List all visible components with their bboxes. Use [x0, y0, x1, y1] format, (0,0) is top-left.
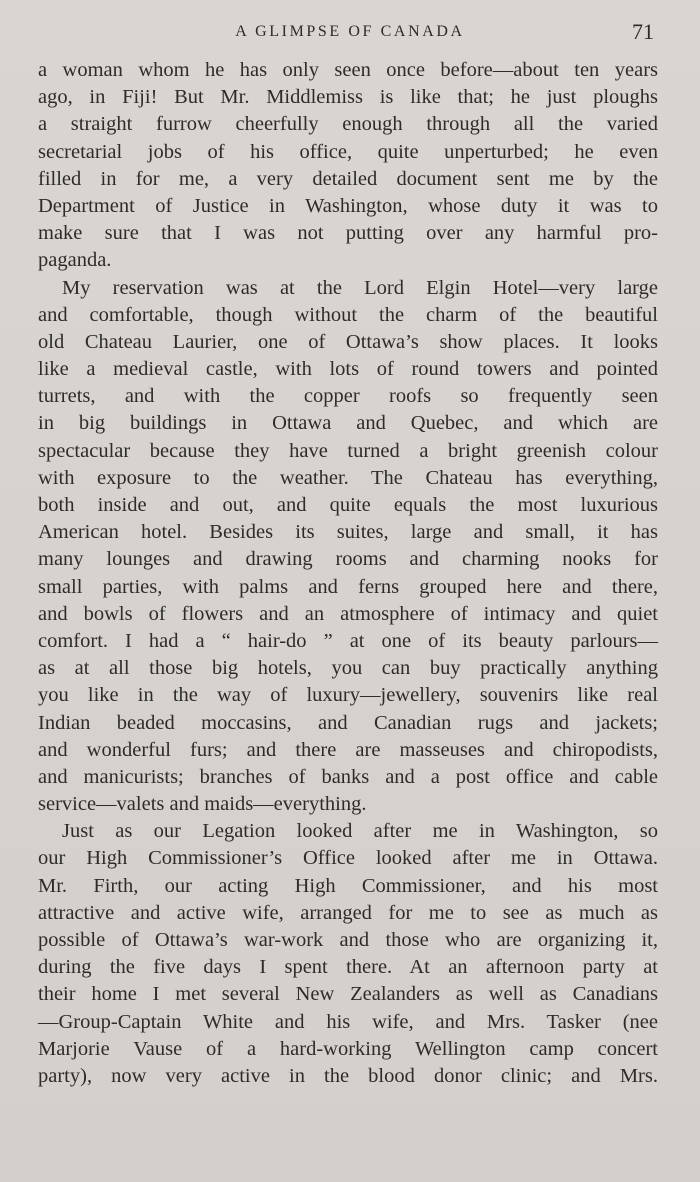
paragraph-start-line: Just as our Legation looked after me in Washington, so	[62, 820, 658, 843]
text-line: service—valets and maids—everything.	[38, 793, 367, 816]
text-line: secretarial jobs of his office, quite unperturbed; he even	[38, 140, 658, 163]
text-line: and wonderful furs; and there are masseuses and chiropodists,	[38, 738, 658, 761]
text-line: old Chateau Laurier, one of Ottawa’s show places. It looks	[38, 330, 658, 353]
text-line: our High Commissioner’s Office looked after me in Ottawa.	[38, 847, 658, 870]
text-line: both inside and out, and quite equals the most luxurious	[38, 494, 658, 516]
text-line: during the five days I spent there. At an afternoon party at	[38, 956, 658, 979]
text-line: many lounges and drawing rooms and charming nooks for	[38, 548, 658, 571]
text-line: American hotel. Besides its suites, large and small, it has	[38, 521, 658, 544]
text-line: —Group-Captain White and his wife, and Mrs. Tasker (nee	[38, 1010, 658, 1033]
text-line: possible of Ottawa’s war-work and those who are organizing it,	[38, 929, 658, 951]
text-line: you like in the way of luxury—jewellery, souvenirs like real	[38, 684, 658, 707]
text-line: turrets, and with the copper roofs so frequently seen	[38, 385, 658, 408]
body-text	[38, 57, 658, 1090]
text-line: like a medieval castle, with lots of round towers and pointed	[38, 358, 658, 381]
text-line: Indian beaded moccasins, and Canadian rugs and jackets;	[38, 711, 658, 734]
text-line: a straight furrow cheerfully enough through all the varied	[38, 113, 658, 136]
text-line: paganda.	[38, 249, 112, 272]
text-line: as at all those big hotels, you can buy practically anything	[38, 657, 658, 680]
text-line: and bowls of flowers and an atmosphere of intimacy and quiet	[38, 602, 658, 625]
text-line: a woman whom he has only seen once before—about ten years	[38, 59, 658, 81]
text-line: party), now very active in the blood donor clinic; and Mrs.	[38, 1064, 658, 1087]
text-line: Marjorie Vause of a hard-working Wellington camp concert	[38, 1037, 658, 1060]
text-line: and manicurists; branches of banks and a post office and cable	[38, 765, 658, 788]
paragraph-start-line: My reservation was at the Lord Elgin Hotel—very large	[62, 276, 658, 299]
running-title: A GLIMPSE OF CANADA	[235, 23, 465, 40]
running-head	[0, 19, 700, 49]
text-line: Department of Justice in Washington, whose duty it was to	[38, 194, 658, 217]
text-line: with exposure to the weather. The Chateau has everything,	[38, 466, 658, 489]
text-line: their home I met several New Zealanders as well as Canadians	[38, 983, 658, 1006]
text-line: ago, in Fiji! But Mr. Middlemiss is like that; he just ploughs	[38, 86, 658, 109]
text-line: spectacular because they have turned a bright greenish colour	[38, 439, 658, 462]
text-line: attractive and active wife, arranged for me to see as much as	[38, 901, 658, 924]
text-line: comfort. I had a “ hair-do ” at one of its beauty parlours—	[38, 629, 658, 652]
page-number: 71	[632, 19, 654, 44]
text-line: small parties, with palms and ferns grouped here and there,	[38, 575, 658, 598]
text-line: filled in for me, a very detailed document sent me by the	[38, 167, 658, 190]
text-line: make sure that I was not putting over any harmful pro-	[38, 222, 658, 245]
text-line: Mr. Firth, our acting High Commissioner, and his most	[38, 874, 658, 897]
text-line: and comfortable, though without the charm of the beautiful	[38, 303, 658, 326]
text-line: in big buildings in Ottawa and Quebec, and which are	[38, 412, 658, 435]
